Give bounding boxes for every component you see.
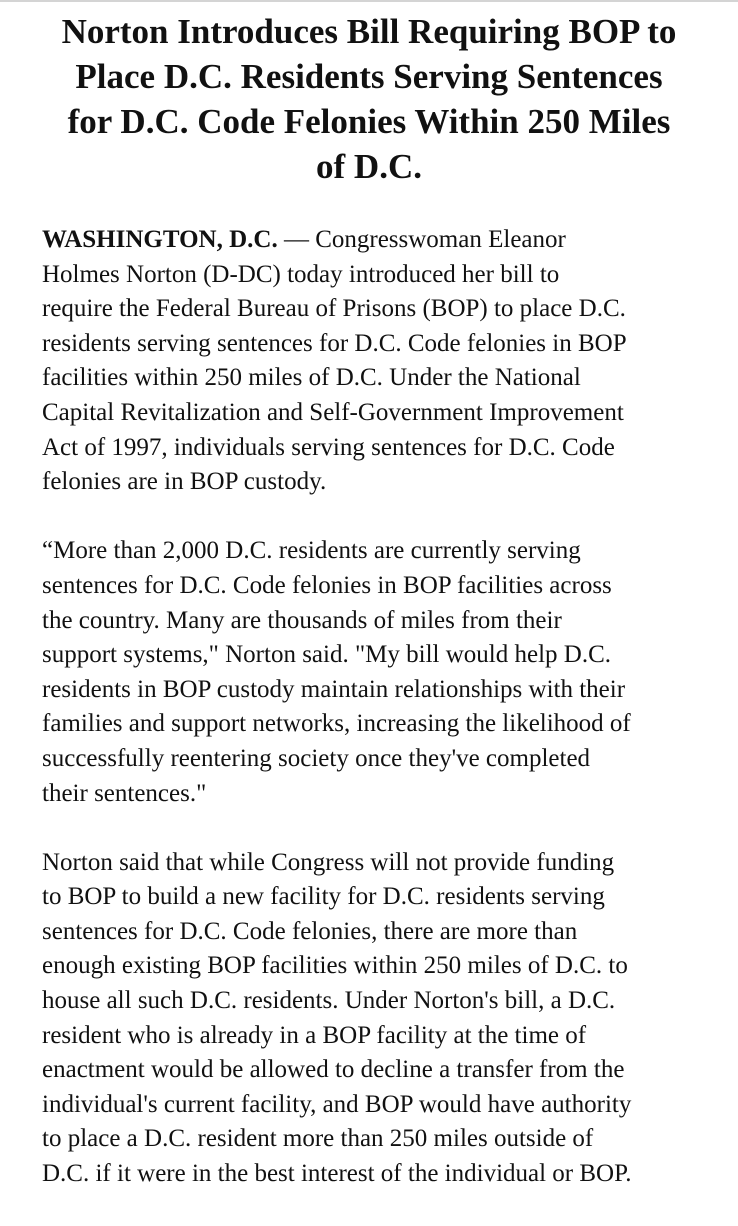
paragraph-3 [42,846,722,1192]
text-line: residents in BOP custody maintain relationships with their [42,675,626,703]
dateline: WASHINGTON, D.C. [42,226,278,253]
text-line: successfully reentering society once they've completed [42,744,591,772]
text-line: Norton said that while Congress will not provide funding [42,848,615,876]
text-line: families and support networks, increasing the likelihood of [42,710,631,738]
text-line: the country. Many are thousands of miles from their [42,606,562,634]
title-line: Place D.C. Residents Serving Sentences [75,57,663,96]
text-line: support systems," Norton said. "My bill would help D.C. [42,641,612,669]
text-fragment: — Congresswoman Eleanor [277,226,566,253]
top-divider [0,0,738,2]
text-line: their sentences." [42,779,207,807]
text-line: resident who is already in a BOP facility at the time of [42,1021,587,1049]
text-line: sentences for D.C. Code felonies, there are more than [42,917,578,945]
text-line: to BOP to build a new facility for D.C. residents serving [42,883,605,911]
text-line [42,223,722,258]
text-line: “More than 2,000 D.C. residents are currently serving [42,537,581,565]
paragraph-1 [42,223,722,500]
text-line: sentences for D.C. Code felonies in BOP facilities across [42,571,612,599]
title-line: Norton Introduces Bill Requiring BOP to [61,12,677,51]
text-line: enough existing BOP facilities within 250 miles of D.C. to [42,952,628,980]
text-line: residents serving sentences for D.C. Code felonies in BOP [42,329,627,357]
text-line: Holmes Norton (D-DC) today introduced her bill to [42,260,560,288]
text-line: to place a D.C. resident more than 250 miles outside of [42,1125,594,1153]
article-title [0,9,738,189]
text-line: felonies are in BOP custody. [42,468,327,496]
text-line: enactment would be allowed to decline a transfer from the [42,1056,625,1084]
paragraph-2 [42,534,722,811]
text-line: D.C. if it were in the best interest of the individual or BOP. [42,1160,632,1188]
text-line: require the Federal Bureau of Prisons (BOP) to place D.C. [42,295,626,323]
article-body [42,223,722,1226]
title-line: of D.C. [316,147,422,186]
text-line: individual's current facility, and BOP would have authority [42,1090,632,1118]
title-line: for D.C. Code Felonies Within 250 Miles [67,102,671,141]
text-line: facilities within 250 miles of D.C. Under the National [42,364,581,392]
text-line: Capital Revitalization and Self-Government Improvement [42,398,624,426]
text-line: house all such D.C. residents. Under Norton's bill, a D.C. [42,987,616,1015]
text-line: Act of 1997, individuals serving sentences for D.C. Code [42,433,615,461]
